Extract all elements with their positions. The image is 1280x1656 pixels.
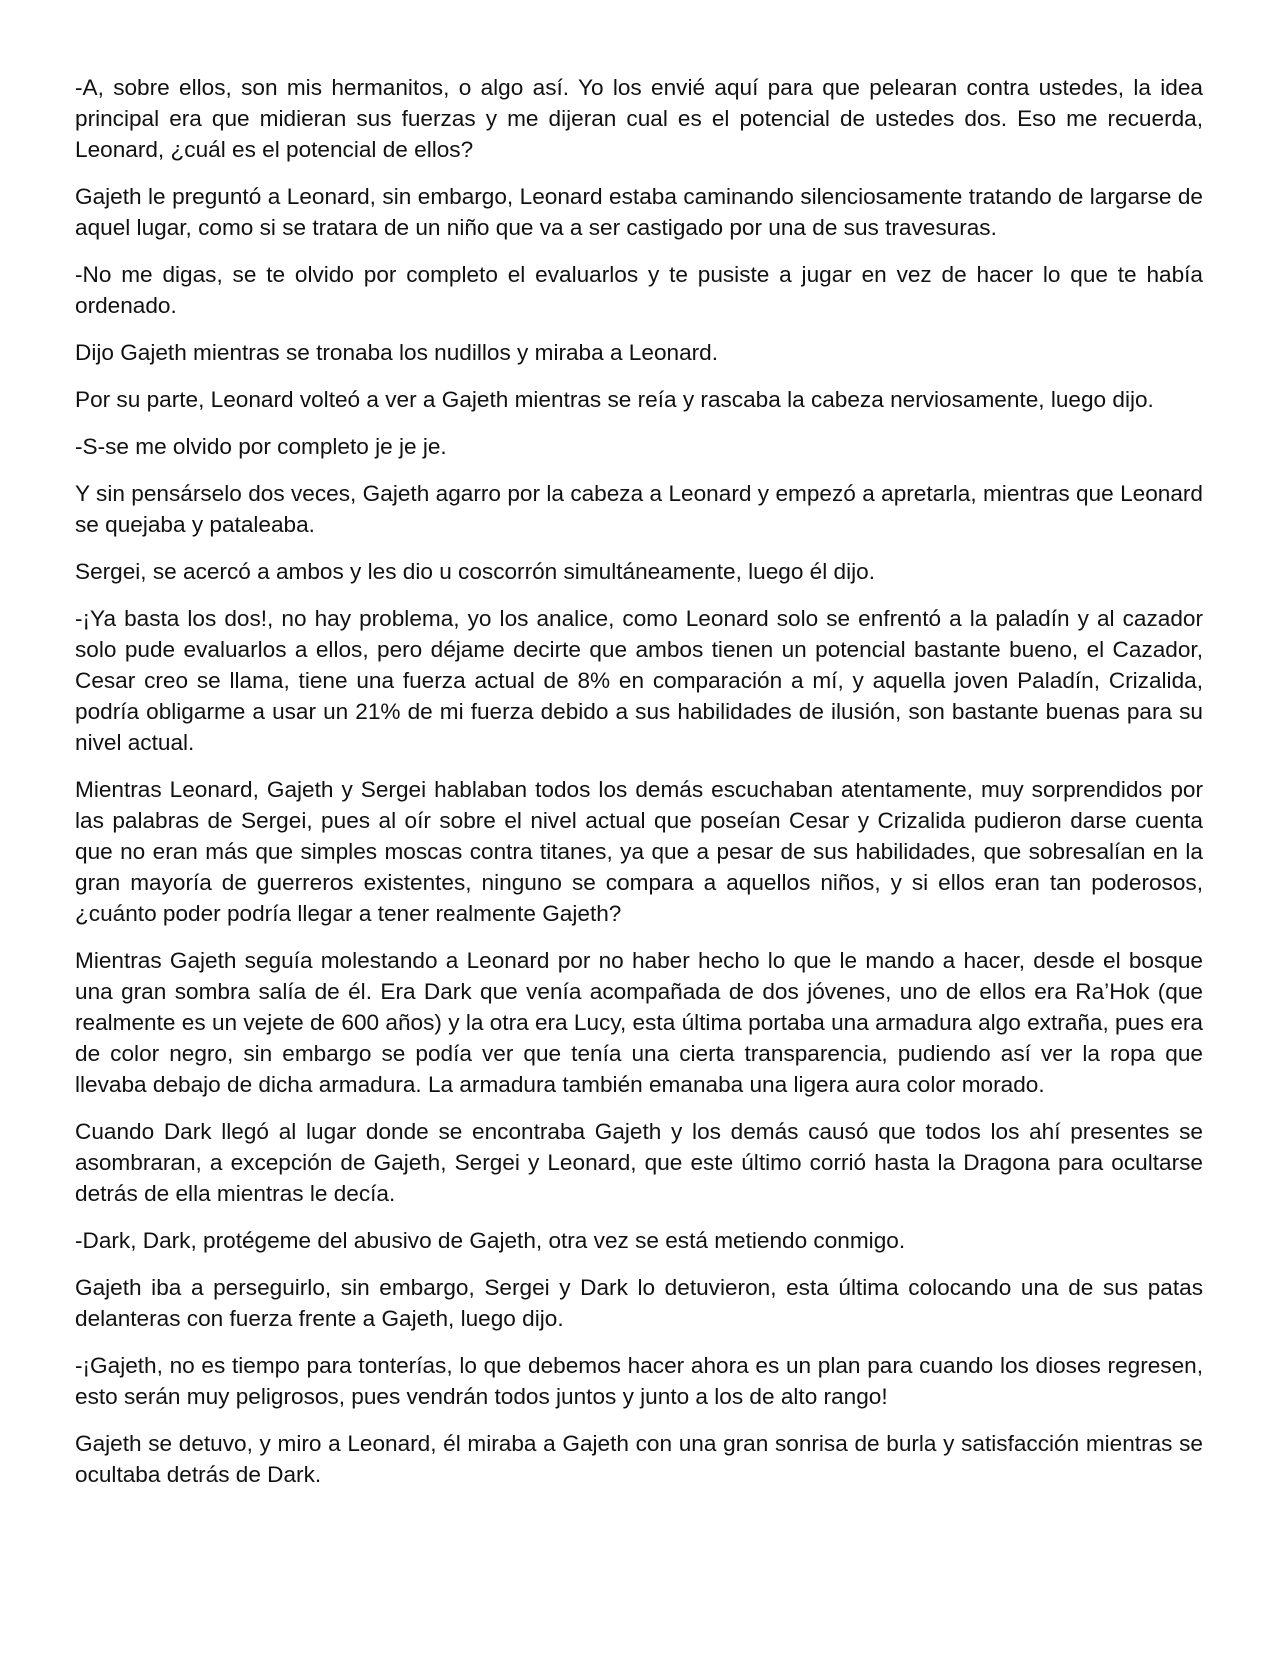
paragraph: Sergei, se acercó a ambos y les dio u coscorrón simultáneamente, luego él dijo. bbox=[75, 559, 875, 584]
paragraph: Gajeth se detuvo, y miro a Leonard, él miraba a Gajeth con una gran sonrisa de burla y satisfacción mientras se ocultaba detrás de Dark. bbox=[75, 1431, 1203, 1487]
paragraph: -¡Ya basta los dos!, no hay problema, yo los analice, como Leonard solo se enfrentó a la paladín y al cazador solo pude evaluarlos a ellos, pero déjame decirte que ambos tienen un potencial bastante bueno, el Cazador, Cesar creo se llama, tiene una fuerza actual de 8% en comparación a mí, y aquella joven Paladín, Crizalida, podría obligarme a usar un 21% de mi fuerza debido a sus habilidades de ilusión, son bastante buenas para su nivel actual. bbox=[75, 606, 1203, 755]
paragraph: Cuando Dark llegó al lugar donde se encontraba Gajeth y los demás causó que todos los ahí presentes se asombraran, a excepción de Gajeth, Sergei y Leonard, que este último corrió hasta la Dragona para ocultarse detrás de ella mientras le decía. bbox=[75, 1119, 1203, 1206]
paragraph: Mientras Gajeth seguía molestando a Leonard por no haber hecho lo que le mando a hacer, desde el bosque una gran sombra salía de él. Era Dark que venía acompañada de dos jóvenes, uno de ellos era Ra’Hok (que realmente es un vejete de 600 años) y la otra era Lucy, esta última portaba una armadura algo extraña, pues era de color negro, sin embargo se podía ver que tenía una cierta transparencia, pudiendo así ver la ropa que llevaba debajo de dicha armadura. La armadura también emanaba una ligera aura color morado. bbox=[75, 948, 1203, 1097]
paragraph: -S-se me olvido por completo je je je. bbox=[75, 434, 447, 459]
document-page bbox=[75, 72, 1203, 1490]
paragraph: -¡Gajeth, no es tiempo para tonterías, lo que debemos hacer ahora es un plan para cuando los dioses regresen, esto serán muy peligrosos, pues vendrán todos juntos y junto a los de alto rango! bbox=[75, 1353, 1203, 1409]
paragraph: Gajeth le preguntó a Leonard, sin embargo, Leonard estaba caminando silenciosamente tratando de largarse de aquel lugar, como si se tratara de un niño que va a ser castigado por una de sus travesuras. bbox=[75, 184, 1203, 240]
paragraph: Mientras Leonard, Gajeth y Sergei hablaban todos los demás escuchaban atentamente, muy sorprendidos por las palabras de Sergei, pues al oír sobre el nivel actual que poseían Cesar y Crizalida pudieron darse cuenta que no eran más que simples moscas contra titanes, ya que a pesar de sus habilidades, que sobresalían en la gran mayoría de guerreros existentes, ninguno se compara a aquellos niños, y si ellos eran tan poderosos, ¿cuánto poder podría llegar a tener realmente Gajeth? bbox=[75, 777, 1203, 926]
paragraph: -No me digas, se te olvido por completo el evaluarlos y te pusiste a jugar en vez de hacer lo que te había ordenado. bbox=[75, 262, 1203, 318]
paragraph: -Dark, Dark, protégeme del abusivo de Gajeth, otra vez se está metiendo conmigo. bbox=[75, 1228, 906, 1253]
paragraph: Dijo Gajeth mientras se tronaba los nudillos y miraba a Leonard. bbox=[75, 340, 719, 365]
paragraph: Y sin pensárselo dos veces, Gajeth agarro por la cabeza a Leonard y empezó a apretarla, mientras que Leonard se quejaba y pataleaba. bbox=[75, 481, 1203, 537]
paragraph: Por su parte, Leonard volteó a ver a Gajeth mientras se reía y rascaba la cabeza nerviosamente, luego dijo. bbox=[75, 387, 1154, 412]
paragraph: -A, sobre ellos, son mis hermanitos, o algo así. Yo los envié aquí para que pelearan contra ustedes, la idea principal era que midieran sus fuerzas y me dijeran cual es el potencial de ustedes dos. Eso me recuerda, Leonard, ¿cuál es el potencial de ellos? bbox=[75, 75, 1203, 162]
paragraph: Gajeth iba a perseguirlo, sin embargo, Sergei y Dark lo detuvieron, esta última colocando una de sus patas delanteras con fuerza frente a Gajeth, luego dijo. bbox=[75, 1275, 1203, 1331]
